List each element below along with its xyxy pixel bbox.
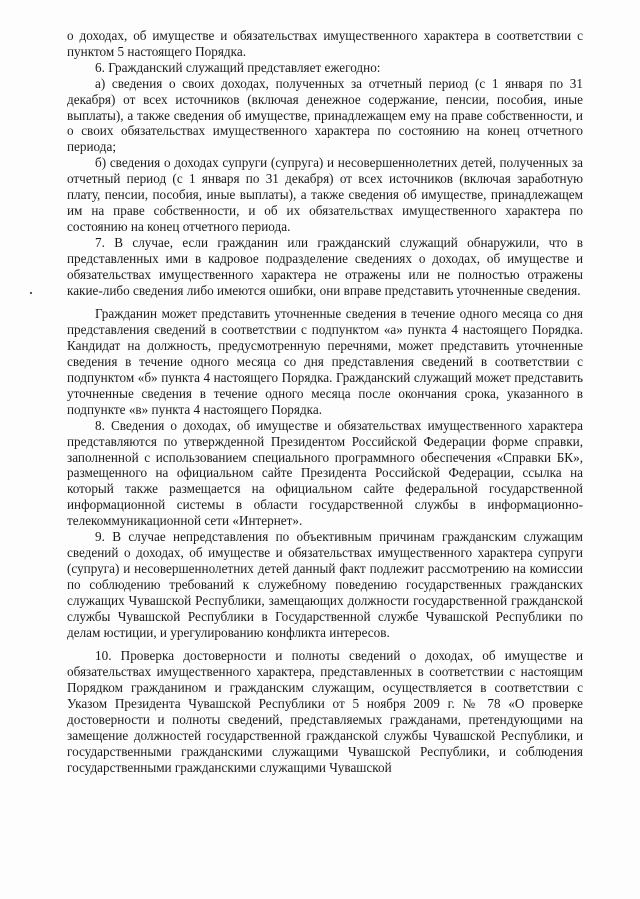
paragraph-item-7: 7. В случае, если гражданин или гражданский служащий обнаружили, что в представленных ими в кадровое подразделение сведениях о доходах, об имуществе и обязательствах имущественного характера не отражены или не полностью отражены какие-либо сведения либо имеются ошибки, они вправе представить уточненные сведения.: [67, 234, 583, 298]
paragraph-item-9: 9. В случае непредставления по объективным причинам гражданским служащим сведений о доходах, об имуществе и обязательствах имущественного характера супруги (супруга) и несовершеннолетних детей данный факт подлежит рассмотрению на комиссии по соблюдению требований к служебному поведению государственных гражданских служащих Чувашской Республики, замещающих должности государственной гражданской службы Чувашской Республики в Государственной службе Чувашской Республики по делам юстиции, и урегулированию конфликта интересов.: [67, 529, 583, 640]
paragraph-item-6: 6. Гражданский служащий представляет ежегодно:: [95, 59, 381, 75]
paragraph-item-7-cont: Гражданин может представить уточненные сведения в течение одного месяца со дня представления сведений в соответствии с подпунктом «а» пункта 4 настоящего Порядка. Кандидат на должность, предусмотренную перечнями, может представить уточненные сведения в течение одного месяца со дня представления сведений в соответствии с подпунктом «б» пункта 4 настоящего Порядка. Гражданский служащий может представить уточненные сведения в течение одного месяца после окончания срока, указанного в подпункте «в» пункта 4 настоящего Порядка.: [67, 306, 583, 417]
paragraph-item-6a: а) сведения о своих доходах, полученных за отчетный период (с 1 января по 31 декабря) от всех источников (включая денежное содержание, пенсии, пособия, иные выплаты), а также сведения об имуществе, принадлежащем ему на праве собственности, и о своих обязательствах имущественного характера по состоянию на конец отчетного периода;: [67, 75, 583, 155]
document-body: [67, 28, 583, 776]
paragraph-continuation: о доходах, об имуществе и обязательствах имущественного характера в соответствии с пунктом 5 настоящего Порядка.: [67, 28, 583, 59]
paragraph-item-6b: б) сведения о доходах супруги (супруга) и несовершеннолетних детей, полученных за отчетный период (с 1 января по 31 декабря) от всех источников (включая заработную плату, пенсии, пособия, иные выплаты), а также сведения об имуществе, принадлежащем им на праве собственности, и об их обязательствах имущественного характера по состоянию на конец отчетного периода.: [67, 155, 583, 234]
paragraph-item-10: 10. Проверка достоверности и полноты сведений о доходах, об имуществе и обязательствах имущественного характера, представленных в соответствии с настоящим Порядком гражданином и гражданским служащим, осуществляется в соответствии с Указом Президента Чувашской Республики от 5 ноября 2009 г. № 78 «О проверке достоверности и полноты сведений, представляемых гражданами, претендующими на замещение должностей государственной гражданской службы Чувашской Республики, и государственными гражданскими служащими Чувашской Республики, и соблюдения государственными гражданскими служащими Чувашской: [67, 648, 583, 775]
margin-mark: [30, 292, 32, 294]
paragraph-item-8: 8. Сведения о доходах, об имуществе и обязательствах имущественного характера представляются по утвержденной Президентом Российской Федерации форме справки, заполненной с использованием специального программного обеспечения «Справки БК», размещенного на официальном сайте Президента Российской Федерации, ссылка на который также размещается на официальном сайте федеральной государственной информационной системы в области государственной службы в информационно-телекоммуникационной сети «Интернет».: [67, 417, 583, 529]
